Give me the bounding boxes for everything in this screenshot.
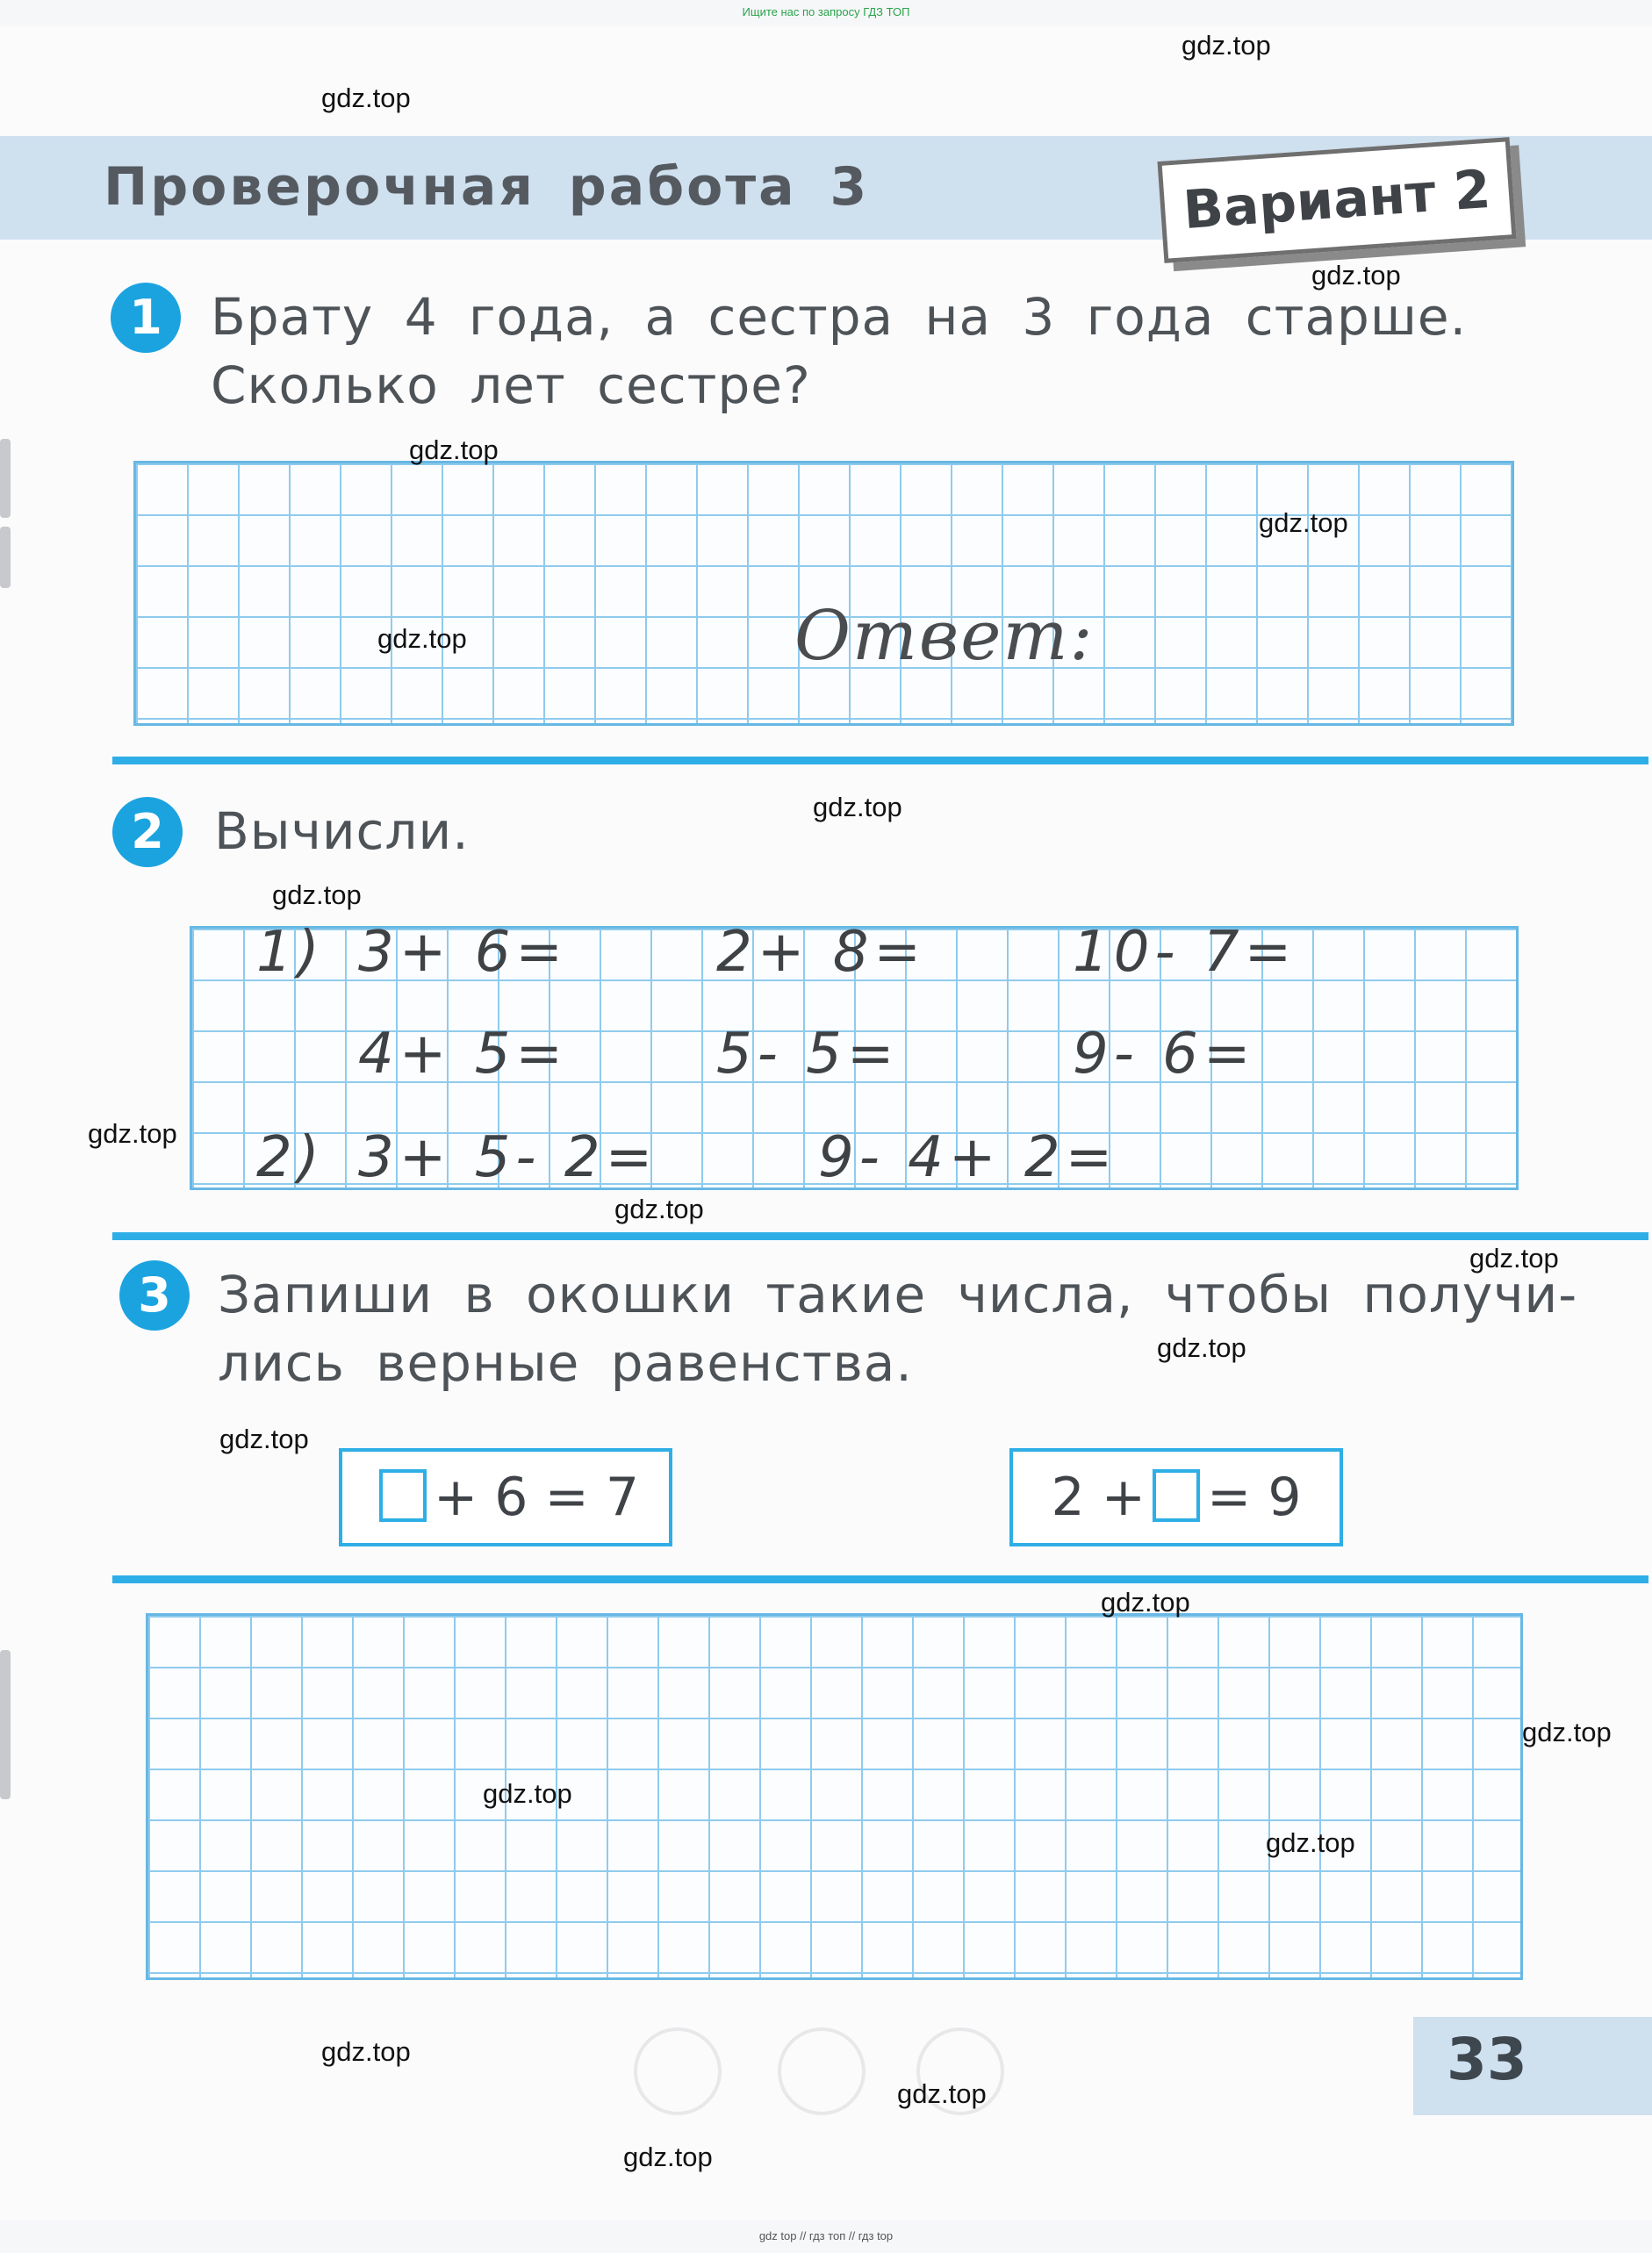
watermark: gdz.top [1259,507,1348,538]
watermark: gdz.top [321,83,411,113]
page-number: 33 [1447,2026,1527,2093]
watermark: gdz.top [897,2078,987,2109]
calc-row1-expr3: 10- 7= [1073,920,1297,985]
watermark: gdz.top [219,1424,309,1454]
watermark: gdz.top [483,1778,572,1809]
task-2-number: 2 [112,797,183,867]
calc-row3-expr2: 9- 4+ 2= [818,1125,1118,1190]
watermark: gdz.top [272,879,362,910]
equation-2-tail: = 9 [1207,1467,1302,1528]
variant-badge: Вариант 2 [1157,137,1516,263]
neutral-face-icon [778,2027,866,2115]
watermark: gdz.top [1469,1243,1559,1274]
watermark: gdz.top [614,1194,704,1224]
bottom-note: gdz top // гдз топ // гдз top [758,2229,894,2242]
task-1-text [211,283,1467,420]
calc-row3-expr1: 3+ 5- 2= [358,1125,658,1190]
watermark: gdz.top [1311,260,1401,291]
separator-1 [112,757,1648,764]
watermark: gdz.top [1101,1587,1190,1618]
equation-box-1 [339,1448,672,1546]
calc-row2-expr2: 5- 5= [716,1022,900,1087]
watermark: gdz.top [377,623,467,654]
watermark: gdz.top [813,792,902,822]
task-3-number: 3 [119,1260,190,1331]
task-3-line-1: Запиши в окошки такие числа, чтобы получи- [218,1265,1578,1324]
equation-2-head: 2 + [1051,1467,1146,1528]
watermark: gdz.top [321,2036,411,2067]
calc-row2-expr1: 4+ 5= [358,1022,569,1087]
top-note: Ищите нас по запросу ГДЗ ТОП [742,5,910,18]
task-2-text: Вычисли. [214,801,470,861]
calc-label-2: 2) [256,1125,325,1190]
watermark: gdz.top [1522,1717,1612,1747]
separator-3 [112,1575,1648,1583]
task-1-answer-word: Ответ: [794,597,1095,676]
binder-mark-top [0,439,11,518]
calc-label-1: 1) [256,920,325,985]
binder-mark-middle [0,527,11,588]
task-1-line-2: Сколько лет сестре? [211,355,811,415]
watermark: gdz.top [88,1118,177,1149]
watermark: gdz.top [623,2142,713,2172]
task-3-work-grid[interactable] [146,1613,1523,1980]
task-3-text [218,1260,1577,1397]
calc-row1-expr1: 3+ 6= [358,920,569,985]
task-1-number: 1 [111,283,181,353]
task-3-line-2: лись верные равенства. [218,1333,913,1393]
calc-row1-expr2: 2+ 8= [716,920,927,985]
binder-mark-bottom [0,1650,11,1799]
page-title: Проверочная работа 3 [104,156,870,218]
watermark: gdz.top [1266,1827,1355,1858]
equation-1-tail: + 6 = 7 [433,1467,640,1528]
task-1-answer-grid[interactable] [133,461,1514,726]
watermark: gdz.top [409,434,499,465]
sad-face-icon [634,2027,722,2115]
answer-square-2[interactable] [1153,1469,1200,1522]
calc-row2-expr3: 9- 6= [1073,1022,1256,1087]
watermark: gdz.top [1182,30,1271,61]
answer-square-1[interactable] [379,1469,427,1522]
task-1-line-1: Брату 4 года, а сестра на 3 года старше. [211,287,1468,347]
separator-2 [112,1232,1648,1240]
equation-box-2 [1009,1448,1343,1546]
watermark: gdz.top [1157,1332,1246,1363]
